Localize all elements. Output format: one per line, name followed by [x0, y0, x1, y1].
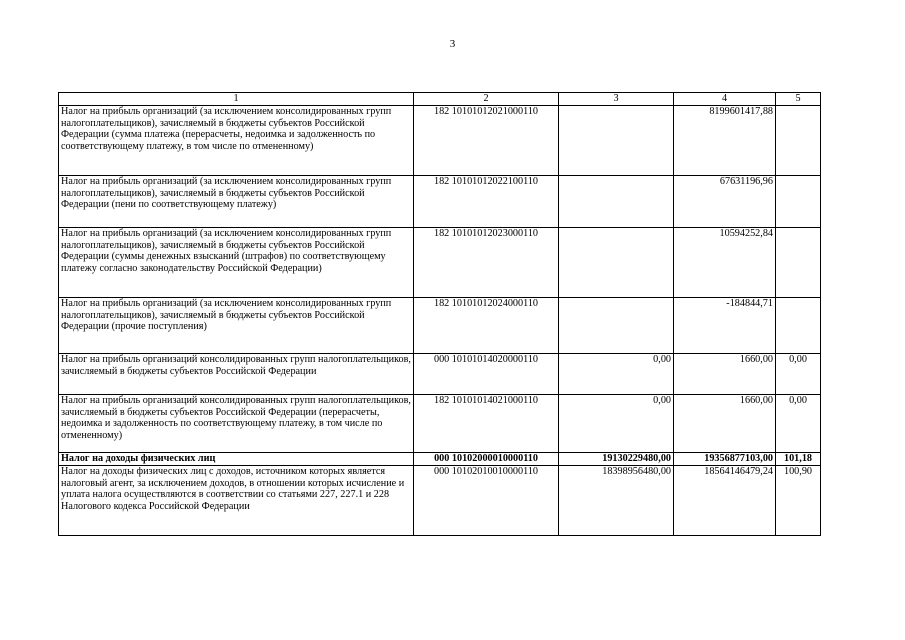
- table-row: [59, 395, 821, 453]
- row-col3: [559, 228, 674, 298]
- row-col3: [559, 298, 674, 354]
- column-header-2: 2: [414, 93, 559, 106]
- row-code: 000 10101014020000110: [414, 354, 559, 395]
- row-col5: [776, 298, 821, 354]
- row-col4: -184844,71: [674, 298, 776, 354]
- row-col3: 19130229480,00: [559, 453, 674, 466]
- budget-table: [58, 92, 821, 536]
- table-row: [59, 228, 821, 298]
- table-header-row: [59, 93, 821, 106]
- table-row: [59, 354, 821, 395]
- row-col3: 18398956480,00: [559, 466, 674, 536]
- row-name: Налог на доходы физических лиц с доходов, источником которых является налоговый агент, за исключением доходов, в отношении которых исчисление и уплата налога осуществляются в соответствии со статьями 227, 227.1 и 228 Налогового кодекса Российской Федерации: [59, 466, 414, 536]
- row-col5: [776, 228, 821, 298]
- table-row: [59, 466, 821, 536]
- row-col5: 0,00: [776, 395, 821, 453]
- column-header-4: 4: [674, 93, 776, 106]
- table-row: [59, 106, 821, 176]
- row-name: Налог на прибыль организаций консолидированных групп налогоплательщиков, зачисляемый в бюджеты субъектов Российской Федерации: [59, 354, 414, 395]
- row-code: 182 10101012022100110: [414, 176, 559, 228]
- row-col4: 1660,00: [674, 395, 776, 453]
- row-col5: 0,00: [776, 354, 821, 395]
- row-col3: [559, 106, 674, 176]
- row-name: Налог на прибыль организаций (за исключением консолидированных групп налогоплательщиков), зачисляемый в бюджеты субъектов Российской Федерации (суммы денежных взысканий (штрафов) по соответствующему платежу согласно законодательству Российской Федерации): [59, 228, 414, 298]
- row-col4: 8199601417,88: [674, 106, 776, 176]
- row-col5: 100,90: [776, 466, 821, 536]
- row-name: Налог на прибыль организаций (за исключением консолидированных групп налогоплательщиков), зачисляемый в бюджеты субъектов Российской Федерации (прочие поступления): [59, 298, 414, 354]
- row-name: Налог на прибыль организаций (за исключением консолидированных групп налогоплательщиков), зачисляемый в бюджеты субъектов Российской Федерации (сумма платежа (перерасчеты, недоимка и задолженность по соответствующему платежу, в том числе по отмененному): [59, 106, 414, 176]
- column-header-3: 3: [559, 93, 674, 106]
- row-col4: 19356877103,00: [674, 453, 776, 466]
- row-name: Налог на доходы физических лиц: [59, 453, 414, 466]
- row-code: 000 10102000010000110: [414, 453, 559, 466]
- row-name: Налог на прибыль организаций консолидированных групп налогоплательщиков, зачисляемый в бюджеты субъектов Российской Федерации (перерасчеты, недоимка и задолженность по соответствующему платежу, в том числе по отмененному): [59, 395, 414, 453]
- row-code: 182 10101012023000110: [414, 228, 559, 298]
- row-code: 182 10101014021000110: [414, 395, 559, 453]
- table-row-total: [59, 453, 821, 466]
- row-name: Налог на прибыль организаций (за исключением консолидированных групп налогоплательщиков), зачисляемый в бюджеты субъектов Российской Федерации (пени по соответствующему платежу): [59, 176, 414, 228]
- row-col4: 10594252,84: [674, 228, 776, 298]
- row-col3: [559, 176, 674, 228]
- row-col5: [776, 106, 821, 176]
- row-code: 182 10101012024000110: [414, 298, 559, 354]
- table-row: [59, 298, 821, 354]
- row-col4: 67631196,96: [674, 176, 776, 228]
- table-row: [59, 176, 821, 228]
- row-code: 000 10102010010000110: [414, 466, 559, 536]
- row-col3: 0,00: [559, 395, 674, 453]
- column-header-1: 1: [59, 93, 414, 106]
- column-header-5: 5: [776, 93, 821, 106]
- row-col4: 1660,00: [674, 354, 776, 395]
- row-col3: 0,00: [559, 354, 674, 395]
- row-col5: [776, 176, 821, 228]
- row-col5: 101,18: [776, 453, 821, 466]
- row-col4: 18564146479,24: [674, 466, 776, 536]
- page-number: 3: [449, 38, 456, 50]
- row-code: 182 10101012021000110: [414, 106, 559, 176]
